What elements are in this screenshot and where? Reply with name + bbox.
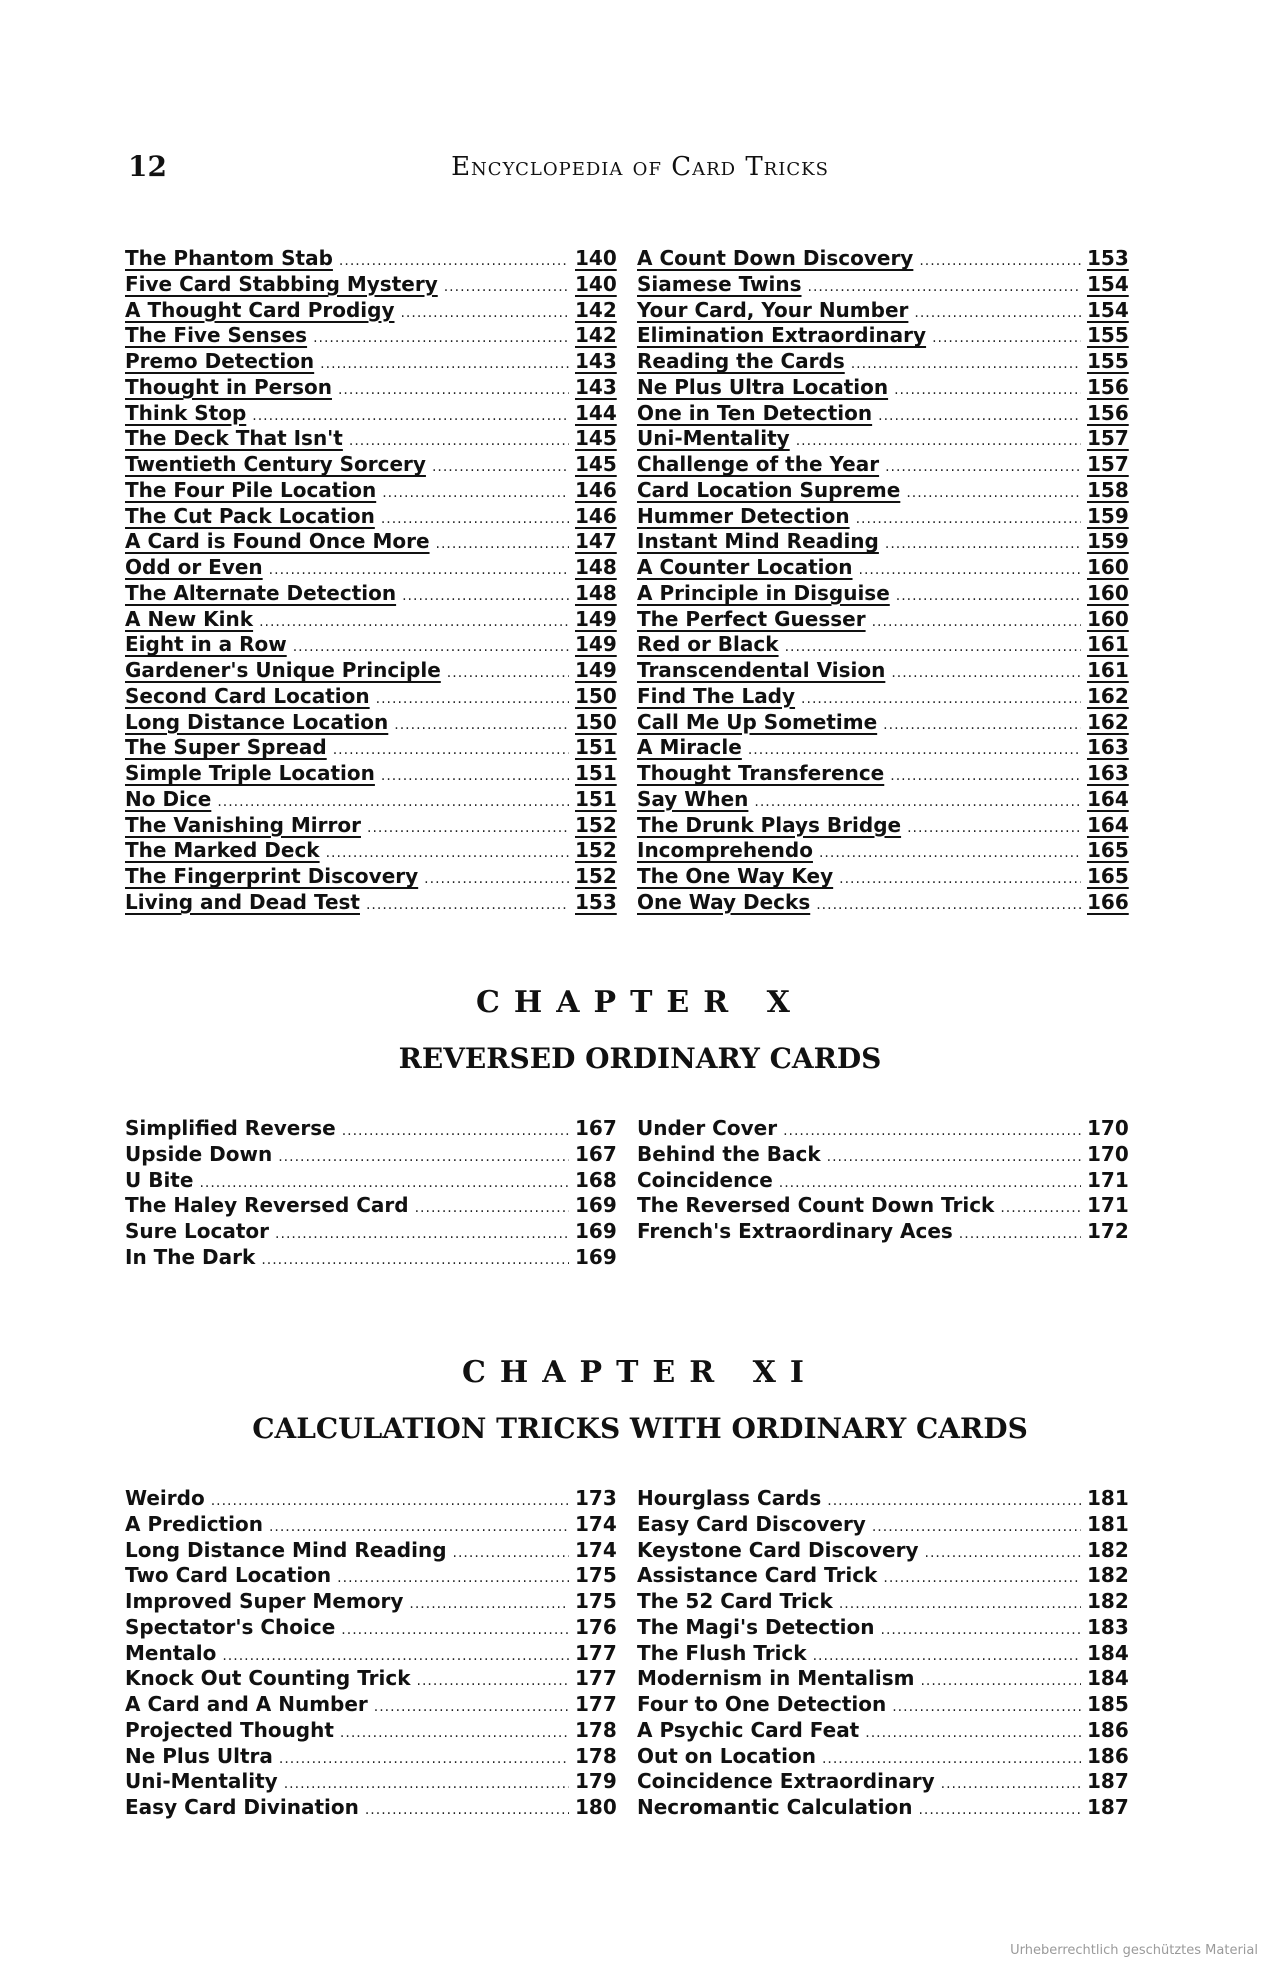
toc-column-right	[637, 1116, 1129, 1271]
entry-page-number: 160	[1087, 555, 1129, 579]
entry-title: Siamese Twins	[637, 271, 802, 296]
entry-title: Reading the Cards	[637, 349, 845, 373]
toc-column-right	[637, 246, 1129, 916]
entry-title: The Marked Deck	[125, 838, 320, 863]
entry-title: The Deck That Isn't	[125, 426, 343, 451]
entry-page-number: 158	[1087, 477, 1129, 502]
chapter-xi-heading	[0, 1355, 1280, 1445]
entry-page-number: 156	[1087, 374, 1129, 399]
dot-leader	[959, 1222, 1081, 1248]
toc-entry	[125, 1244, 617, 1271]
toc-entry	[637, 1666, 1129, 1692]
entry-title: Say When	[637, 786, 749, 811]
entry-page-number: 161	[1087, 632, 1129, 657]
entry-title: Under Cover	[637, 1116, 778, 1140]
toc-entry	[125, 1743, 617, 1770]
entry-title: In The Dark	[125, 1244, 256, 1269]
entry-title: Find The Lady	[637, 683, 796, 708]
entry-title: Keystone Card Discovery	[637, 1537, 919, 1562]
toc-section-top	[125, 246, 1129, 916]
entry-page-number: 143	[575, 374, 617, 399]
entry-title: Ne Plus Ultra	[125, 1743, 273, 1768]
entry-page-number: 187	[1087, 1769, 1129, 1794]
toc-entry	[637, 786, 1129, 813]
toc-entry	[125, 503, 617, 530]
entry-page-number: 175	[575, 1589, 617, 1613]
toc-entry	[125, 606, 617, 633]
entry-title: The Vanishing Mirror	[125, 812, 361, 837]
entry-page-number: 149	[575, 658, 617, 682]
entry-title: The Fingerprint Discovery	[125, 864, 419, 888]
toc-entry	[637, 761, 1129, 787]
toc-entry	[637, 555, 1129, 581]
entry-page-number: 160	[1087, 606, 1129, 631]
entry-title: Mentalo	[125, 1640, 217, 1665]
entry-page-number: 160	[1087, 580, 1129, 605]
copyright-watermark: Urheberrechtlich geschütztes Material	[1010, 1943, 1258, 1958]
entry-title: Two Card Location	[125, 1563, 332, 1588]
chapter-title: REVERSED ORDINARY CARDS	[398, 1042, 882, 1075]
toc-entry	[125, 271, 617, 298]
entry-page-number: 151	[575, 735, 617, 760]
toc-entry	[125, 786, 617, 813]
entry-title: Necromantic Calculation	[637, 1795, 913, 1819]
toc-entry	[637, 838, 1129, 864]
entry-page-number: 173	[575, 1486, 617, 1510]
entry-page-number: 166	[1087, 889, 1129, 914]
entry-page-number: 168	[575, 1167, 617, 1192]
toc-entry	[637, 1141, 1129, 1168]
entry-title: Improved Super Memory	[125, 1589, 404, 1613]
entry-page-number: 177	[575, 1666, 617, 1691]
entry-title: Coincidence	[637, 1167, 773, 1192]
entry-page-number: 183	[1087, 1614, 1129, 1639]
page-header	[128, 150, 1152, 190]
entry-title: Premo Detection	[125, 349, 315, 373]
toc-entry	[125, 838, 617, 864]
entry-title: Long Distance Mind Reading	[125, 1537, 447, 1562]
toc-entry	[637, 1167, 1129, 1194]
entry-title: Uni-Mentality	[125, 1769, 278, 1794]
entry-page-number: 187	[1087, 1795, 1129, 1819]
entry-page-number: 146	[575, 477, 617, 502]
entry-page-number: 151	[575, 786, 617, 811]
entry-page-number: 150	[575, 683, 617, 708]
entry-page-number: 170	[1087, 1116, 1129, 1140]
toc-entry	[125, 1167, 617, 1194]
entry-title: Long Distance Location	[125, 709, 389, 734]
toc-entry	[637, 812, 1129, 839]
toc-column-left	[125, 1116, 617, 1271]
dot-leader	[365, 1798, 569, 1824]
entry-title: Assistance Card Trick	[637, 1563, 878, 1588]
entry-page-number: 169	[575, 1244, 617, 1269]
toc-entry	[637, 1589, 1129, 1615]
entry-title: Simplified Reverse	[125, 1116, 336, 1140]
entry-title: Your Card, Your Number	[637, 297, 909, 322]
entry-page-number: 186	[1087, 1717, 1129, 1742]
entry-page-number: 170	[1087, 1141, 1129, 1166]
entry-title: Knock Out Counting Trick	[125, 1666, 411, 1691]
entry-title: The 52 Card Trick	[637, 1589, 833, 1613]
entry-title: French's Extraordinary Aces	[637, 1219, 953, 1243]
entry-page-number: 181	[1087, 1486, 1129, 1510]
entry-title: A Psychic Card Feat	[637, 1717, 860, 1742]
entry-page-number: 171	[1087, 1167, 1129, 1192]
entry-title: The Perfect Guesser	[637, 606, 866, 631]
entry-title: Red or Black	[637, 632, 779, 657]
entry-page-number: 154	[1087, 271, 1129, 296]
toc-entry	[637, 246, 1129, 272]
entry-page-number: 165	[1087, 838, 1129, 863]
toc-entry	[125, 426, 617, 452]
entry-page-number: 178	[575, 1717, 617, 1742]
entry-title: The Cut Pack Location	[125, 503, 375, 528]
entry-page-number: 142	[575, 323, 617, 348]
toc-entry	[125, 477, 617, 504]
toc-entry	[125, 1769, 617, 1795]
toc-entry	[637, 1486, 1129, 1512]
entry-title: A New Kink	[125, 606, 254, 631]
entry-title: The Magi's Detection	[637, 1614, 875, 1639]
entry-page-number: 184	[1087, 1666, 1129, 1691]
entry-title: Simple Triple Location	[125, 761, 375, 785]
entry-title: Spectator's Choice	[125, 1614, 336, 1639]
toc-entry	[637, 1563, 1129, 1589]
entry-page-number: 171	[1087, 1193, 1129, 1218]
entry-page-number: 159	[1087, 529, 1129, 554]
entry-page-number: 175	[575, 1563, 617, 1588]
entry-page-number: 174	[575, 1511, 617, 1536]
entry-page-number: 162	[1087, 709, 1129, 734]
entry-title: Instant Mind Reading	[637, 529, 879, 554]
entry-title: One Way Decks	[637, 889, 811, 914]
entry-page-number: 153	[1087, 246, 1129, 270]
toc-entry	[637, 426, 1129, 452]
entry-title: A Prediction	[125, 1511, 263, 1536]
entry-title: Projected Thought	[125, 1717, 334, 1742]
toc-entry	[637, 374, 1129, 401]
toc-entry	[125, 1563, 617, 1589]
toc-entry	[125, 323, 617, 349]
dot-leader	[261, 1248, 569, 1274]
entry-page-number: 152	[575, 812, 617, 837]
toc-entry	[125, 246, 617, 272]
entry-page-number: 185	[1087, 1692, 1129, 1716]
toc-entry	[125, 735, 617, 761]
entry-title: Twentieth Century Sorcery	[125, 452, 426, 476]
toc-entry	[637, 529, 1129, 555]
toc-entry	[637, 323, 1129, 349]
toc-chapter-xi	[125, 1486, 1129, 1821]
entry-page-number: 180	[575, 1795, 617, 1819]
entry-page-number: 159	[1087, 503, 1129, 528]
entry-title: Odd or Even	[125, 555, 263, 579]
toc-entry	[637, 400, 1129, 427]
entry-page-number: 152	[575, 864, 617, 888]
toc-entry	[637, 658, 1129, 684]
chapter-x-heading	[0, 985, 1280, 1075]
entry-page-number: 177	[575, 1640, 617, 1665]
entry-title: Coincidence Extraordinary	[637, 1769, 935, 1794]
toc-entry	[637, 1692, 1129, 1718]
entry-page-number: 177	[575, 1692, 617, 1716]
toc-entry	[125, 1116, 617, 1142]
toc-entry	[125, 889, 617, 916]
dot-leader	[918, 1798, 1081, 1824]
toc-entry	[637, 1193, 1129, 1219]
running-head: Encyclopedia of Card Tricks	[451, 152, 829, 182]
entry-title: Out on Location	[637, 1743, 816, 1768]
toc-entry	[125, 374, 617, 401]
chapter-label: CHAPTER X	[476, 985, 804, 1020]
toc-entry	[637, 1640, 1129, 1667]
toc-entry	[637, 503, 1129, 530]
entry-title: The Alternate Detection	[125, 580, 397, 605]
toc-column-left	[125, 246, 617, 916]
entry-page-number: 181	[1087, 1511, 1129, 1536]
entry-page-number: 178	[575, 1743, 617, 1768]
entry-page-number: 140	[575, 246, 617, 270]
page-number: 12	[128, 150, 167, 183]
entry-page-number: 140	[575, 271, 617, 296]
entry-page-number: 142	[575, 297, 617, 322]
toc-entry	[125, 1666, 617, 1692]
entry-title: Second Card Location	[125, 683, 370, 708]
entry-page-number: 164	[1087, 812, 1129, 837]
entry-title: A Counter Location	[637, 555, 853, 579]
entry-title: No Dice	[125, 786, 212, 811]
entry-title: Thought in Person	[125, 374, 332, 399]
entry-page-number: 161	[1087, 658, 1129, 682]
toc-entry	[637, 1116, 1129, 1142]
toc-chapter-x	[125, 1116, 1129, 1271]
toc-entry	[637, 580, 1129, 607]
entry-page-number: 150	[575, 709, 617, 734]
toc-entry	[125, 349, 617, 375]
entry-page-number: 149	[575, 606, 617, 631]
entry-title: Elimination Extraordinary	[637, 323, 927, 348]
toc-column-left	[125, 1486, 617, 1821]
toc-entry	[637, 1795, 1129, 1821]
toc-entry	[125, 1589, 617, 1615]
entry-title: Transcendental Vision	[637, 658, 886, 682]
entry-title: The Reversed Count Down Trick	[637, 1193, 995, 1218]
entry-title: Hourglass Cards	[637, 1486, 822, 1510]
toc-entry	[125, 1614, 617, 1641]
entry-page-number: 184	[1087, 1640, 1129, 1665]
entry-page-number: 182	[1087, 1589, 1129, 1613]
entry-title: Five Card Stabbing Mystery	[125, 271, 438, 296]
toc-entry	[637, 1717, 1129, 1744]
toc-entry	[125, 683, 617, 710]
entry-title: Think Stop	[125, 400, 247, 425]
toc-entry	[125, 529, 617, 555]
entry-title: A Card and A Number	[125, 1692, 368, 1716]
entry-page-number: 174	[575, 1537, 617, 1562]
entry-title: The Four Pile Location	[125, 477, 377, 502]
entry-page-number: 144	[575, 400, 617, 425]
toc-entry	[125, 1219, 617, 1245]
toc-entry	[125, 400, 617, 427]
toc-entry	[125, 1640, 617, 1667]
entry-title: A Miracle	[637, 735, 742, 760]
entry-page-number: 157	[1087, 426, 1129, 451]
entry-title: Call Me Up Sometime	[637, 709, 878, 734]
toc-entry	[125, 709, 617, 736]
entry-title: A Principle in Disguise	[637, 580, 890, 605]
entry-page-number: 145	[575, 426, 617, 451]
entry-title: The Haley Reversed Card	[125, 1193, 409, 1218]
entry-title: Eight in a Row	[125, 632, 287, 657]
entry-page-number: 179	[575, 1769, 617, 1794]
entry-page-number: 182	[1087, 1537, 1129, 1562]
entry-title: U Bite	[125, 1167, 194, 1192]
entry-page-number: 156	[1087, 400, 1129, 425]
toc-entry	[637, 349, 1129, 375]
toc-entry	[637, 735, 1129, 761]
entry-title: Incomprehendo	[637, 838, 813, 863]
entry-title: Easy Card Divination	[125, 1795, 359, 1819]
toc-entry	[637, 606, 1129, 633]
toc-entry	[125, 1193, 617, 1219]
entry-page-number: 165	[1087, 864, 1129, 888]
entry-page-number: 169	[575, 1219, 617, 1243]
entry-page-number: 151	[575, 761, 617, 785]
toc-entry	[125, 555, 617, 581]
entry-title: The Phantom Stab	[125, 246, 333, 270]
dot-leader	[816, 893, 1081, 919]
toc-entry	[637, 1537, 1129, 1564]
toc-entry	[125, 864, 617, 890]
entry-page-number: 167	[575, 1141, 617, 1166]
toc-entry	[637, 1743, 1129, 1770]
entry-page-number: 176	[575, 1614, 617, 1639]
entry-page-number: 143	[575, 349, 617, 373]
toc-entry	[637, 1511, 1129, 1538]
toc-entry	[637, 1769, 1129, 1795]
chapter-title: CALCULATION TRICKS WITH ORDINARY CARDS	[252, 1412, 1028, 1445]
toc-entry	[637, 477, 1129, 504]
toc-entry	[125, 297, 617, 324]
entry-title: A Thought Card Prodigy	[125, 297, 395, 322]
entry-page-number: 163	[1087, 761, 1129, 785]
entry-title: Thought Transference	[637, 761, 885, 785]
toc-entry	[125, 1141, 617, 1168]
entry-title: A Card is Found Once More	[125, 529, 430, 554]
toc-entry	[637, 864, 1129, 890]
entry-title: Uni-Mentality	[637, 426, 790, 451]
entry-title: Weirdo	[125, 1486, 205, 1510]
entry-title: Modernism in Mentalism	[637, 1666, 915, 1691]
entry-page-number: 149	[575, 632, 617, 657]
toc-entry	[637, 1614, 1129, 1641]
toc-entry	[125, 1537, 617, 1564]
entry-title: One in Ten Detection	[637, 400, 873, 425]
toc-entry	[125, 1511, 617, 1538]
entry-title: Behind the Back	[637, 1141, 821, 1166]
entry-title: Upside Down	[125, 1141, 273, 1166]
toc-entry	[125, 1486, 617, 1512]
entry-page-number: 146	[575, 503, 617, 528]
entry-title: Card Location Supreme	[637, 477, 901, 502]
entry-title: Easy Card Discovery	[637, 1511, 866, 1536]
entry-page-number: 145	[575, 452, 617, 476]
entry-title: The Drunk Plays Bridge	[637, 812, 902, 837]
entry-title: Hummer Detection	[637, 503, 850, 528]
toc-entry	[637, 271, 1129, 298]
toc-entry	[637, 889, 1129, 916]
toc-entry	[125, 580, 617, 607]
entry-page-number: 148	[575, 555, 617, 579]
dot-leader	[366, 893, 569, 919]
entry-page-number: 148	[575, 580, 617, 605]
entry-title: Living and Dead Test	[125, 889, 360, 914]
entry-page-number: 147	[575, 529, 617, 554]
toc-entry	[125, 1692, 617, 1718]
entry-title: The One Way Key	[637, 864, 834, 888]
toc-entry	[125, 632, 617, 658]
entry-title: A Count Down Discovery	[637, 246, 914, 270]
entry-title: Sure Locator	[125, 1219, 270, 1243]
entry-page-number: 154	[1087, 297, 1129, 322]
chapter-label: CHAPTER XI	[462, 1355, 818, 1390]
entry-title: Gardener's Unique Principle	[125, 658, 441, 682]
entry-page-number: 167	[575, 1116, 617, 1140]
toc-column-right	[637, 1486, 1129, 1821]
entry-page-number: 164	[1087, 786, 1129, 811]
entry-page-number: 163	[1087, 735, 1129, 760]
entry-title: Ne Plus Ultra Location	[637, 374, 889, 399]
entry-page-number: 155	[1087, 323, 1129, 348]
entry-title: The Flush Trick	[637, 1640, 807, 1665]
entry-title: Challenge of the Year	[637, 452, 880, 476]
toc-entry	[637, 709, 1129, 736]
entry-title: The Super Spread	[125, 735, 327, 760]
toc-entry	[637, 452, 1129, 478]
toc-entry	[125, 658, 617, 684]
toc-entry	[637, 632, 1129, 658]
toc-entry	[637, 297, 1129, 324]
toc-entry	[125, 761, 617, 787]
entry-page-number: 153	[575, 889, 617, 914]
entry-page-number: 186	[1087, 1743, 1129, 1768]
toc-entry	[637, 683, 1129, 710]
entry-page-number: 155	[1087, 349, 1129, 373]
entry-title: The Five Senses	[125, 323, 308, 348]
toc-entry	[125, 1717, 617, 1744]
toc-entry	[125, 1795, 617, 1821]
toc-entry	[637, 1219, 1129, 1245]
toc-entry	[125, 812, 617, 839]
entry-page-number: 182	[1087, 1563, 1129, 1588]
entry-page-number: 169	[575, 1193, 617, 1218]
entry-title: Four to One Detection	[637, 1692, 887, 1716]
entry-page-number: 162	[1087, 683, 1129, 708]
entry-page-number: 172	[1087, 1219, 1129, 1243]
toc-entry	[125, 452, 617, 478]
entry-page-number: 152	[575, 838, 617, 863]
entry-page-number: 157	[1087, 452, 1129, 476]
